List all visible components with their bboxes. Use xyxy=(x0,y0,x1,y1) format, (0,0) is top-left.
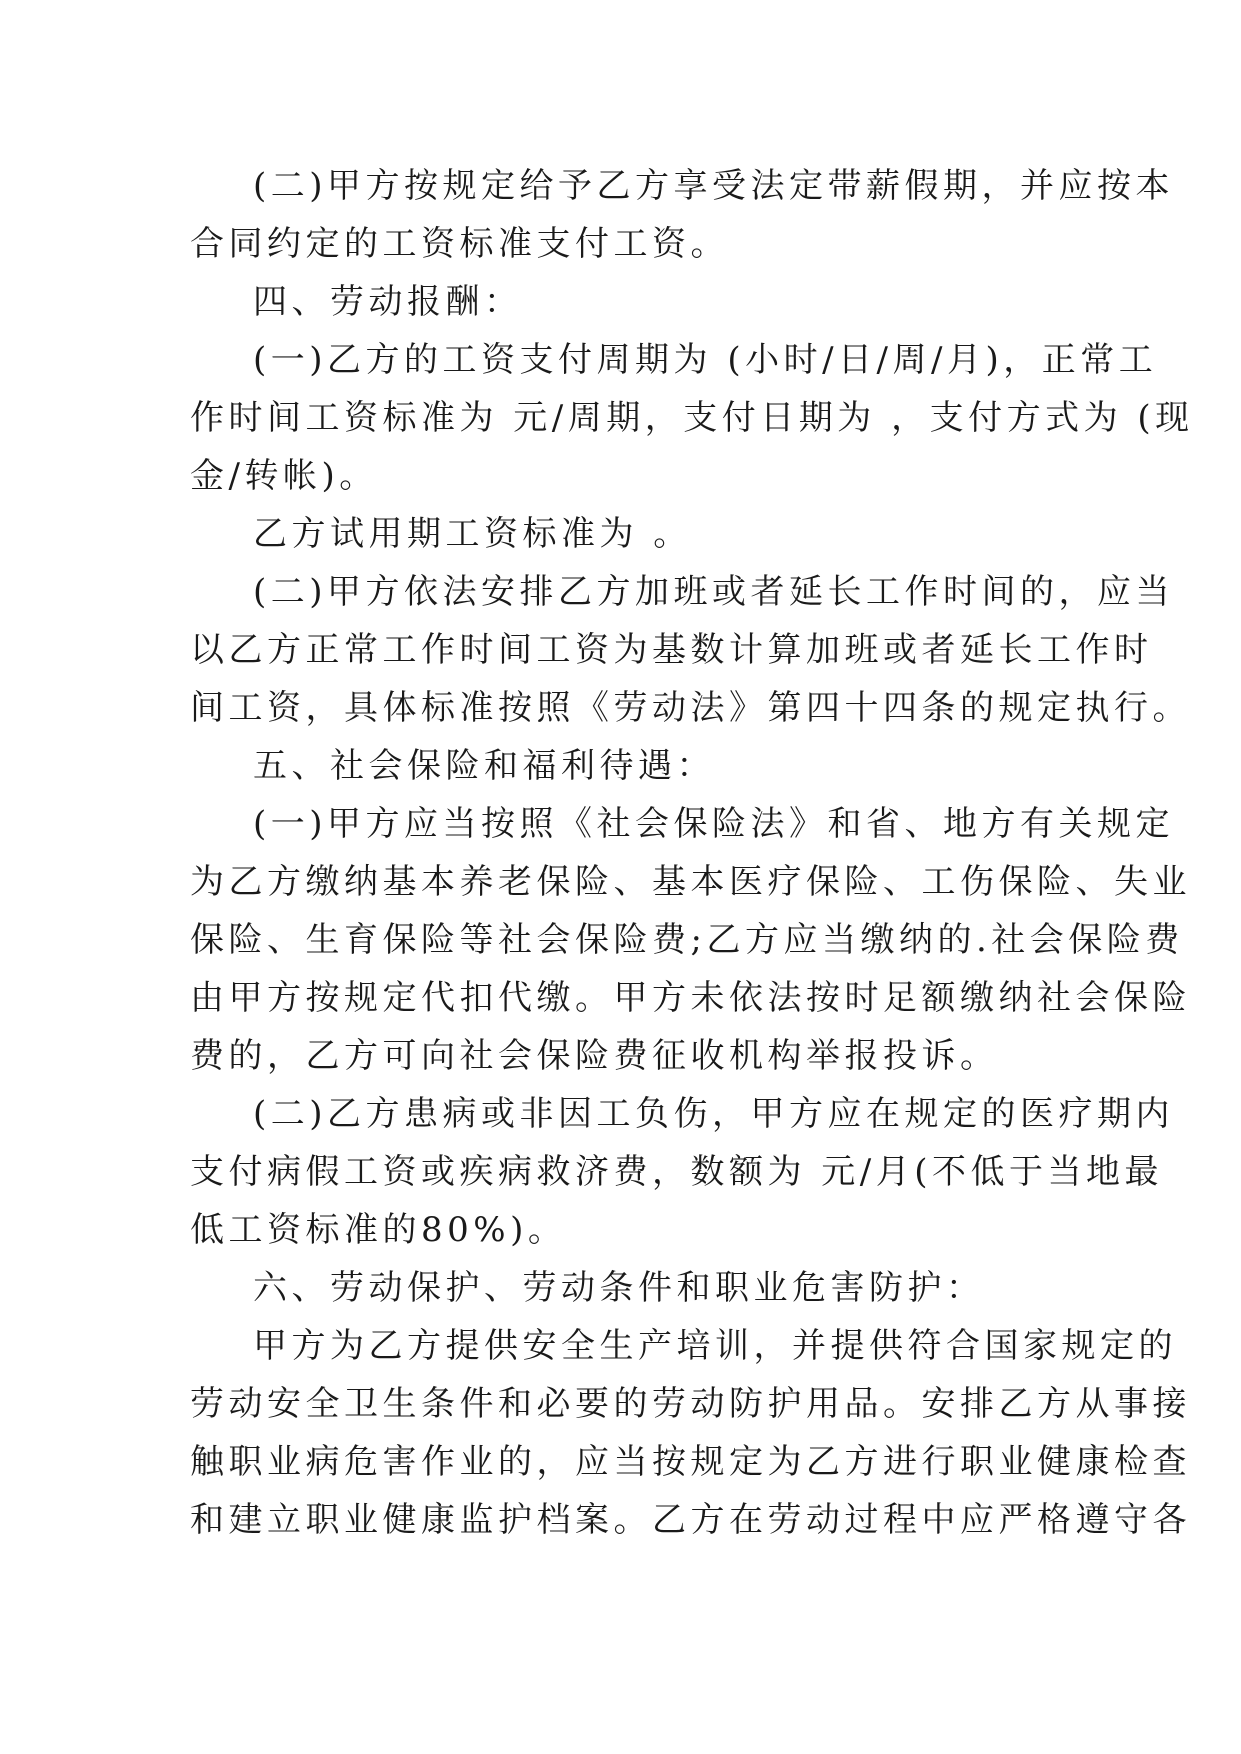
text-line: 费的，乙方可向社会保险费征收机构举报投诉。 xyxy=(190,1036,999,1076)
text-line: (二)乙方患病或非因工负伤，甲方应在规定的医疗期内 xyxy=(253,1094,1175,1134)
text-line: (一)甲方应当按照《社会保险法》和省、地方有关规定 xyxy=(253,804,1175,844)
text-line: 由甲方按规定代扣代缴。甲方未依法按时足额缴纳社会保险 xyxy=(190,978,1191,1018)
text-line: 支付病假工资或疾病救济费，数额为 元/月(不低于当地最 xyxy=(190,1152,1164,1192)
text-line: (二)甲方依法安排乙方加班或者延长工作时间的，应当 xyxy=(253,572,1175,612)
text-line: 甲方为乙方提供安全生产培训，并提供符合国家规定的 xyxy=(253,1326,1177,1366)
text-line: 以乙方正常工作时间工资为基数计算加班或者延长工作时 xyxy=(190,630,1153,670)
text-line: 保险、生育保险等社会保险费;乙方应当缴纳的.社会保险费 xyxy=(190,920,1184,960)
section-heading: 四、劳动报酬： xyxy=(253,282,523,322)
text-line: 金/转帐)。 xyxy=(190,456,378,496)
text-line: 劳动安全卫生条件和必要的劳动防护用品。安排乙方从事接 xyxy=(190,1384,1191,1424)
text-line: 合同约定的工资标准支付工资。 xyxy=(190,224,729,264)
text-line: 为乙方缴纳基本养老保险、基本医疗保险、工伤保险、失业 xyxy=(190,862,1191,902)
text-line: (二)甲方按规定给予乙方享受法定带薪假期，并应按本 xyxy=(253,166,1175,206)
text-line: 乙方试用期工资标准为 。 xyxy=(253,514,692,554)
section-heading: 五、社会保险和福利待遇： xyxy=(253,746,715,786)
section-heading: 六、劳动保护、劳动条件和职业危害防护： xyxy=(253,1268,985,1308)
text-line: 作时间工资标准为 元/周期，支付日期为 ，支付方式为 (现 xyxy=(190,398,1194,438)
text-line: 间工资，具体标准按照《劳动法》第四十四条的规定执行。 xyxy=(190,688,1191,728)
text-line: 和建立职业健康监护档案。乙方在劳动过程中应严格遵守各 xyxy=(190,1500,1191,1540)
text-line: 触职业病危害作业的，应当按规定为乙方进行职业健康检查 xyxy=(190,1442,1191,1482)
text-line: 低工资标准的80%)。 xyxy=(190,1210,567,1250)
text-line: (一)乙方的工资支付周期为 (小时/日/周/月)，正常工 xyxy=(253,340,1158,380)
